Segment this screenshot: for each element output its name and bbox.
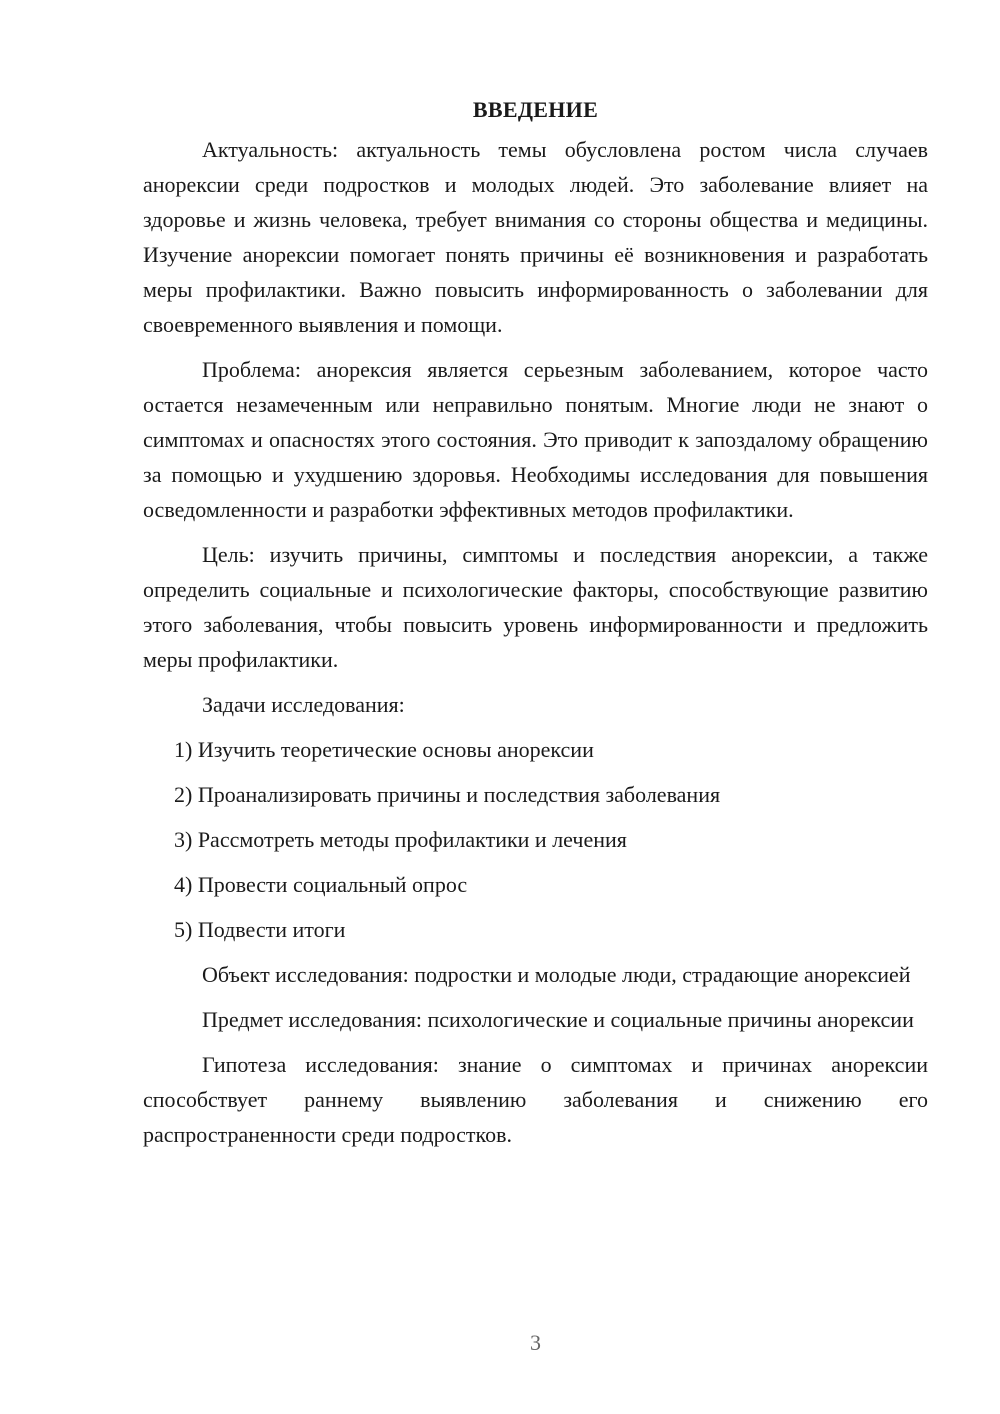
paragraph-hypothesis: Гипотеза исследования: знание о симптомах и причинах анорексии способствует раннему выявлению заболевания и снижению его распространенности среди подростков.: [143, 1052, 928, 1147]
paragraph-object: Объект исследования: подростки и молодые люди, страдающие анорексией: [202, 962, 911, 987]
paragraph-goal: Цель: изучить причины, симптомы и последствия анорексии, а также определить социальные и психологические факторы, способствующие развитию этого заболевания, чтобы повысить уровень информированности и предложить меры профилактики.: [143, 542, 928, 672]
task-item-4: 4) Провести социальный опрос: [174, 872, 468, 897]
task-item-5: 5) Подвести итоги: [174, 917, 346, 942]
task-item-3: 3) Рассмотреть методы профилактики и лечения: [174, 827, 627, 852]
page-number: 3: [530, 1330, 541, 1355]
document-page: [143, 92, 928, 1162]
paragraph-subject: Предмет исследования: психологические и социальные причины анорексии: [202, 1007, 914, 1032]
page-title: ВВЕДЕНИЕ: [472, 97, 599, 122]
paragraph-relevance: Актуальность: актуальность темы обусловлена ростом числа случаев анорексии среди подростков и молодых людей. Это заболевание влияет на здоровье и жизнь человека, требует внимания со стороны общества и медицины. Изучение анорексии помогает понять причины её возникновения и разработать меры профилактики. Важно повысить информированность о заболевании для своевременного выявления и помощи.: [143, 137, 928, 337]
paragraph-problem: Проблема: анорексия является серьезным заболеванием, которое часто остается незамеченным или неправильно понятым. Многие люди не знают о симптомах и опасностях этого состояния. Это приводит к запоздалому обращению за помощью и ухудшению здоровья. Необходимы исследования для повышения осведомленности и разработки эффективных методов профилактики.: [143, 357, 928, 522]
tasks-heading: Задачи исследования:: [202, 692, 405, 717]
task-list: [143, 732, 928, 947]
task-item-1: 1) Изучить теоретические основы анорексии: [174, 737, 594, 762]
task-item-2: 2) Проанализировать причины и последствия заболевания: [174, 782, 721, 807]
